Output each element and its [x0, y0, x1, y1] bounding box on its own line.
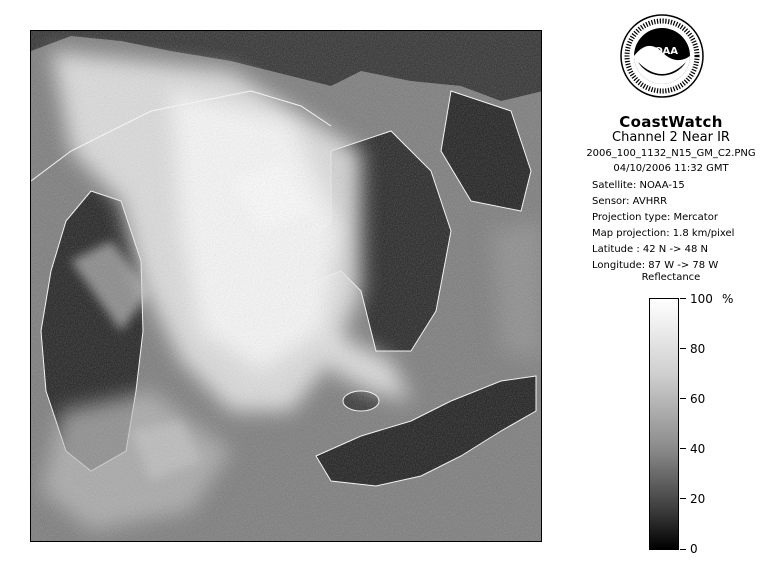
tick-label: 100	[690, 292, 713, 306]
svg-text:NOAA: NOAA	[645, 46, 679, 57]
tick-mark	[680, 348, 686, 349]
sensor-info: Sensor: AVHRR	[592, 196, 668, 207]
tick-mark	[680, 549, 686, 550]
image-filename: 2006_100_1132_N15_GM_C2.PNG	[586, 148, 756, 159]
longitude-info: Longitude: 87 W -> 78 W	[592, 260, 719, 271]
reflectance-colorbar	[649, 298, 679, 550]
legend-unit: %	[722, 292, 734, 306]
image-datetime: 04/10/2006 11:32 GMT	[613, 163, 729, 174]
tick-mark	[680, 448, 686, 449]
tick-label: 80	[690, 342, 706, 356]
latitude-info: Latitude : 42 N -> 48 N	[592, 244, 708, 255]
legend-title: Reflectance	[641, 272, 701, 283]
map-projection-info: Map projection: 1.8 km/pixel	[592, 228, 735, 239]
tick-label: 60	[690, 392, 706, 406]
satellite-info: Satellite: NOAA-15	[592, 180, 685, 191]
tick-label: 20	[690, 492, 706, 506]
satellite-imagery	[31, 31, 542, 542]
tick-mark	[680, 298, 686, 299]
channel-subtitle: Channel 2 Near IR	[612, 130, 730, 145]
satellite-image-panel	[30, 30, 542, 542]
tick-mark	[680, 398, 686, 399]
image-texture	[31, 31, 542, 542]
noaa-logo	[620, 14, 704, 98]
product-title: CoastWatch	[619, 113, 723, 131]
tick-label: 40	[690, 442, 706, 456]
tick-label: 0	[690, 542, 698, 556]
tick-mark	[680, 498, 686, 499]
projection-type-info: Projection type: Mercator	[592, 212, 718, 223]
